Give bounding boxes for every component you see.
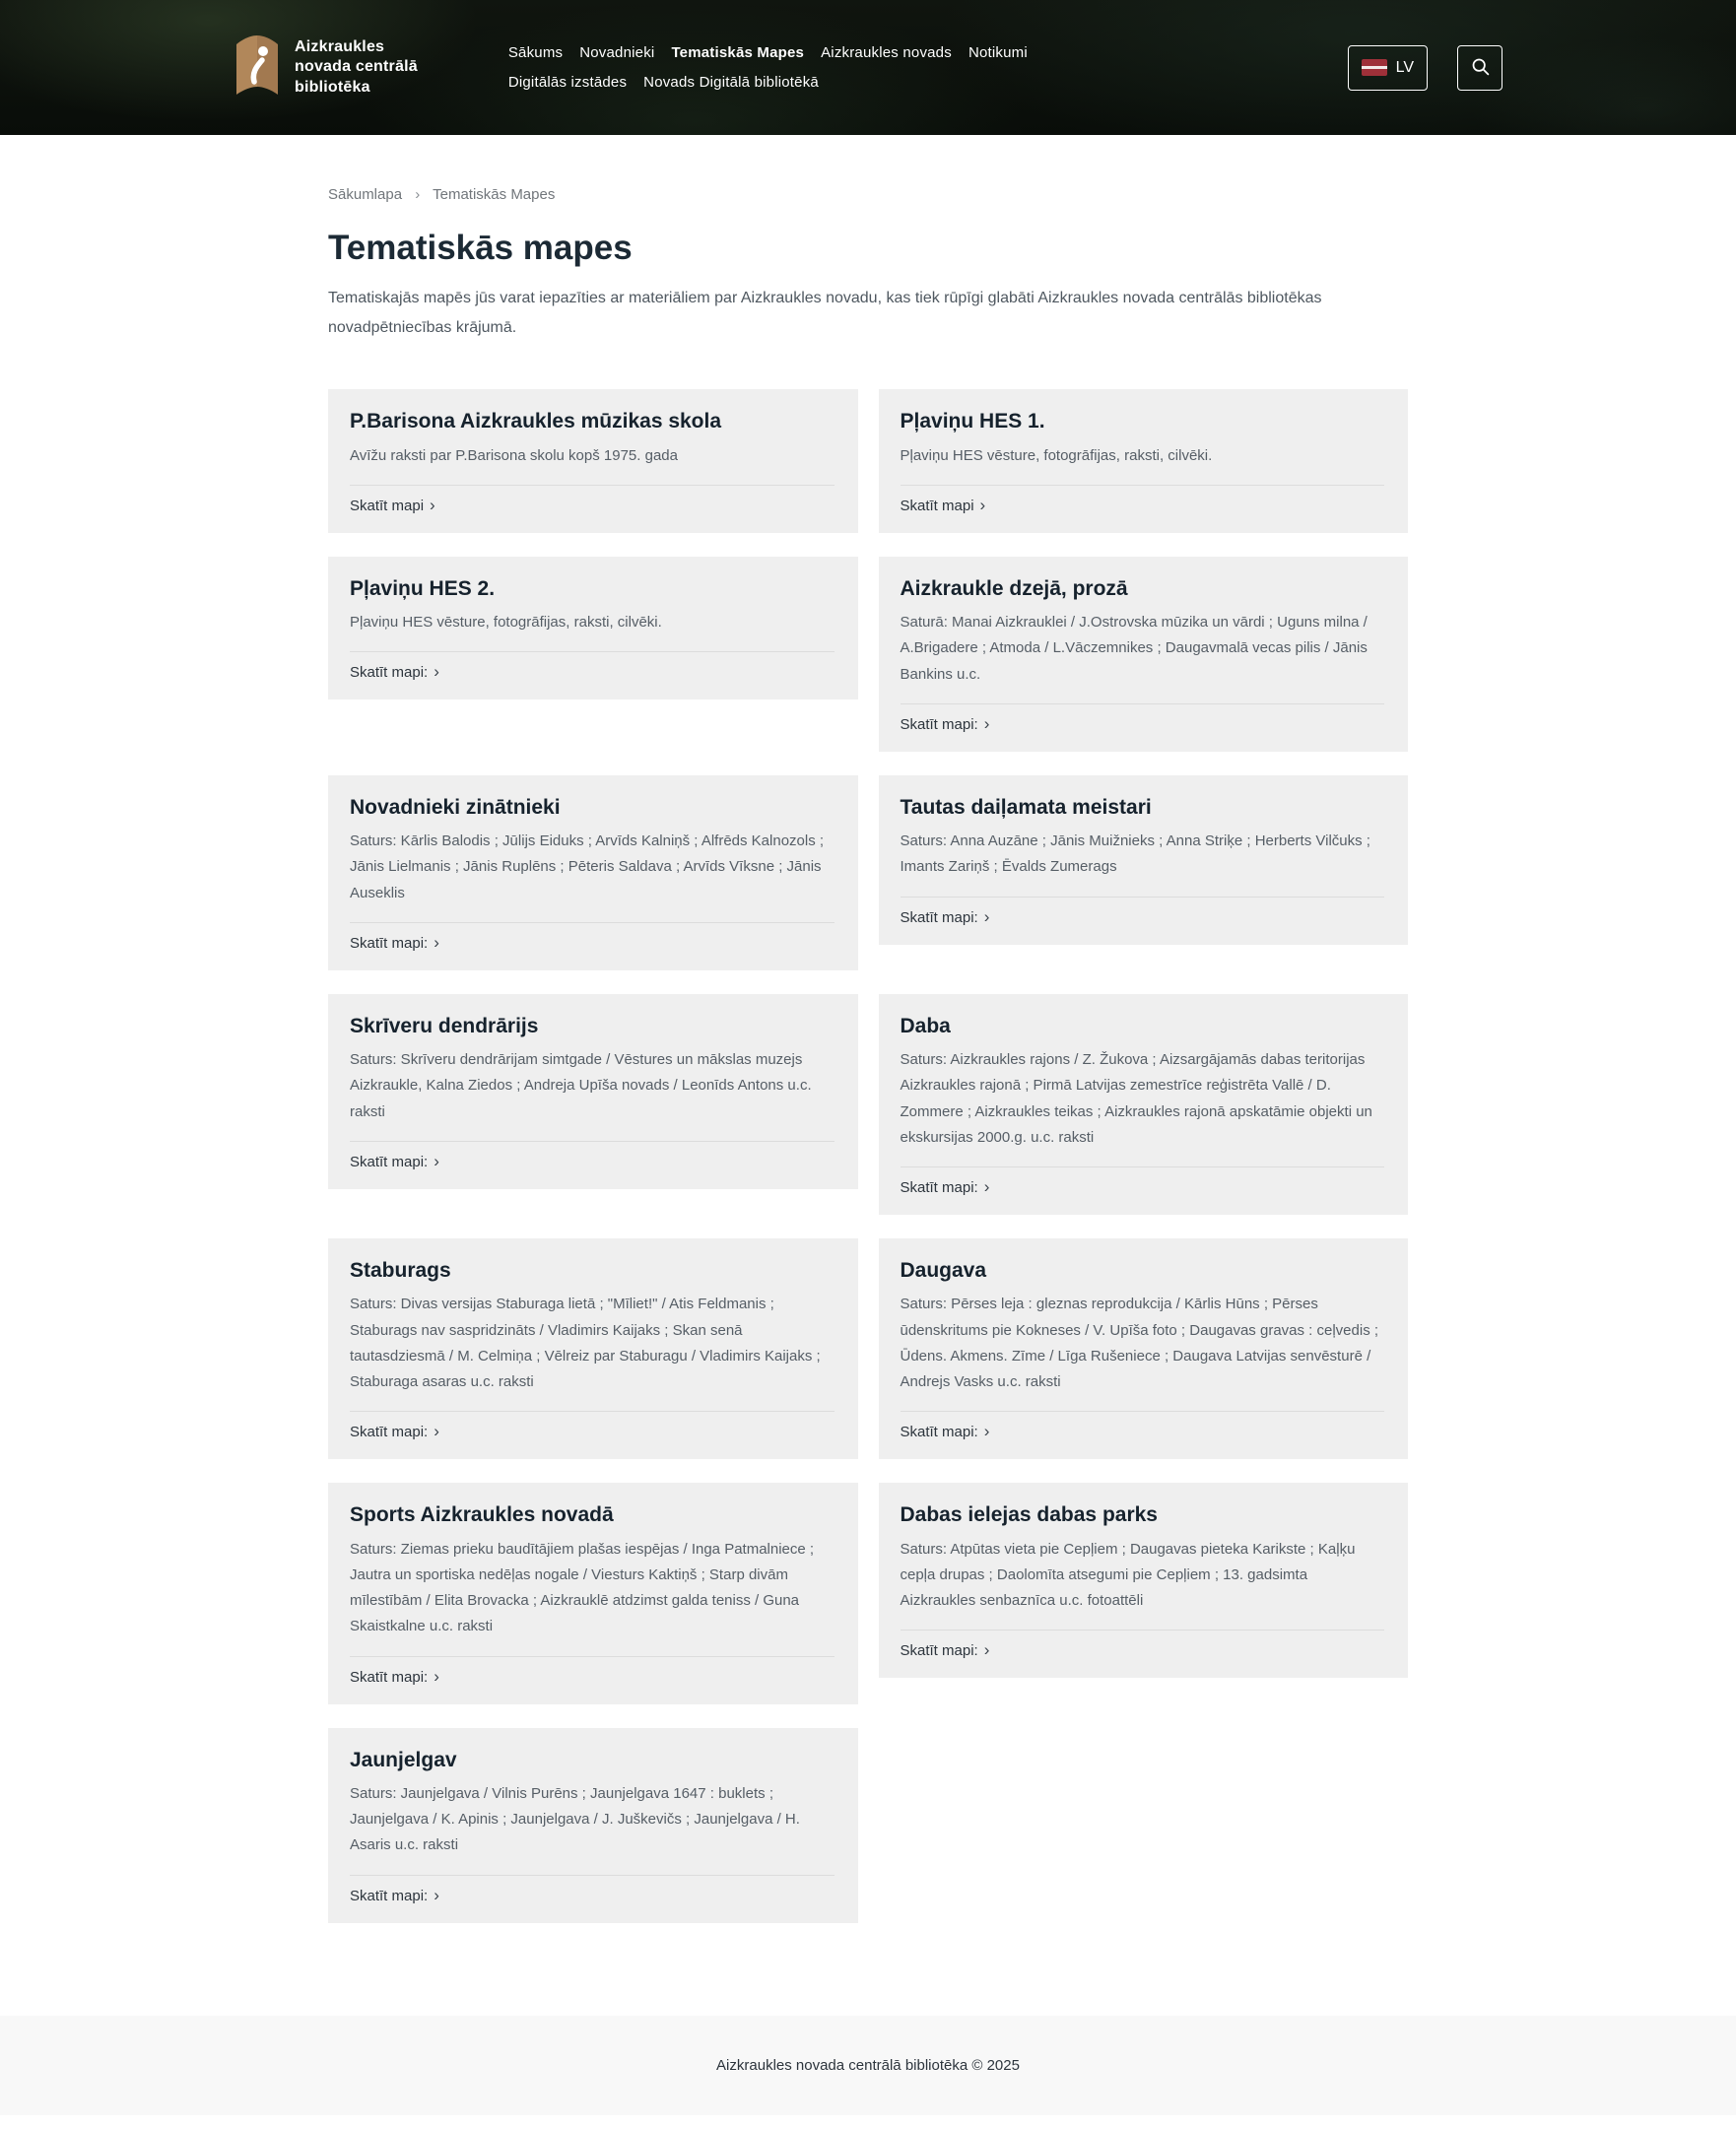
card-description: Saturs: Skrīveru dendrārijam simtgade / Vēstures un mākslas muzejs Aizkraukle, Kalna Ziedos ; Andreja Upīša novads / Leonīds Antons u.c. raksti	[350, 1051, 812, 1120]
topic-cards-grid	[328, 389, 1408, 1922]
chevron-right-icon: ›	[434, 1422, 439, 1441]
card-divider	[350, 651, 835, 652]
view-folder-link-label: Skatīt mapi:	[900, 1642, 978, 1660]
card-description: Avīžu raksti par P.Barisona skolu kopš 1975. gada	[350, 446, 678, 464]
card-description: Saturā: Manai Aizkrauklei / J.Ostrovska mūzika un vārdi ; Uguns milna / A.Brigadere ; Atmoda / L.Vāczemnikes ; Daugavmalā vecas pilis / Jānis Bankins u.c.	[900, 614, 1368, 683]
card-title: Sports Aizkraukles novadā	[350, 1503, 614, 1527]
page-intro: Tematiskajās mapēs jūs varat iepazīties ar materiāliem par Aizkraukles novadu, kas tiek rūpīgi glabāti Aizkraukles novada centrālās bibliotēkas novadpētniecības krājumā.	[328, 290, 1322, 336]
card-title: P.Barisona Aizkraukles mūzikas skola	[350, 410, 722, 433]
chevron-right-icon: ›	[430, 495, 435, 514]
breadcrumb-current: Tematiskās Mapes	[433, 186, 556, 203]
card-divider	[350, 1411, 835, 1412]
card-title: Staburags	[350, 1259, 451, 1283]
topic-card-daba	[879, 994, 1409, 1215]
card-title: Skrīveru dendrārijs	[350, 1014, 539, 1037]
site-footer	[0, 2016, 1736, 2115]
logo-wordmark	[295, 37, 418, 98]
header-controls	[1348, 45, 1502, 91]
topic-card-plavinu-hes-2	[328, 557, 858, 700]
view-folder-link-label: Skatīt mapi:	[900, 715, 978, 733]
chevron-right-icon: ›	[979, 495, 986, 514]
main-nav	[508, 44, 1028, 91]
main-content	[0, 186, 1736, 2016]
nav-item-sakums[interactable]: Sākums	[507, 44, 564, 61]
view-folder-link-label: Skatīt mapi:	[350, 934, 429, 952]
card-divider	[901, 1411, 1385, 1412]
view-folder-link-label: Skatīt mapi:	[350, 1887, 429, 1904]
nav-row-secondary	[508, 74, 1028, 91]
breadcrumb-separator: ›	[415, 186, 421, 203]
chevron-right-icon: ›	[434, 1151, 439, 1170]
logo-text-line1: Aizkraukles	[295, 37, 385, 55]
chevron-right-icon: ›	[434, 662, 439, 682]
view-folder-link-staburags[interactable]	[350, 1424, 439, 1440]
card-divider	[350, 922, 835, 923]
page-title: Tematiskās mapes	[328, 229, 633, 267]
card-title: Daugava	[900, 1259, 987, 1283]
view-folder-link-label: Skatīt mapi:	[350, 664, 429, 682]
card-description: Saturs: Ziemas prieku baudītājiem plašas iespējas / Inga Patmalniece ; Jautra un sportiska nedēļas nogale / Viesturs Kaktiņš ; Starp divām mīlestībām / Elita Brovacka ; Aizkrauklē atdzimst galda teniss / Guna Skaistkalne u.c. raksti	[350, 1540, 815, 1635]
card-divider	[901, 1166, 1385, 1167]
topic-card-daugava	[879, 1238, 1409, 1459]
site-logo[interactable]	[234, 33, 418, 102]
card-description: Pļaviņu HES vēsture, fotogrāfijas, raksti, cilvēki.	[900, 446, 1213, 464]
topic-card-dabas-ielejas-dabas-parks	[879, 1483, 1409, 1678]
card-description: Saturs: Aizkraukles rajons / Z. Žukova ; Aizsargājamās dabas teritorijas Aizkraukles rajonā ; Pirmā Latvijas zemestrīce reģistrēta Vallē / D. Zommere ; Aizkraukles teikas ; Aizkraukles rajonā apskatāmie objekti un ekskursijas 2000.g. u.c. raksti	[900, 1051, 1372, 1146]
card-description: Saturs: Anna Auzāne ; Jānis Muižnieks ; Anna Striķe ; Herberts Vilčuks ; Imants Zariņš ; Ēvalds Zumerags	[900, 832, 1370, 876]
site-header	[0, 0, 1736, 135]
logo-text-line3: bibliotēka	[295, 78, 370, 96]
view-folder-link-label: Skatīt mapi	[900, 497, 974, 514]
card-description: Saturs: Atpūtas vieta pie Cepļiem ; Daugavas pieteka Karikste ; Kaļķu cepļa drupas ; Daolomīta atsegumi pie Cepļiem ; 13. gadsimta Aizkraukles senbaznīca u.c. fotoattēli	[900, 1540, 1356, 1610]
card-description: Saturs: Divas versijas Staburaga lietā ; "Mīliet!" / Atis Feldmanis ; Staburags nav saspridzināts / Vladimirs Kaijaks ; Skan senā tautasdziesmā / M. Celmiņa ; Vēlreiz par Staburagu / Vladimirs Kaijaks ; Staburaga asaras u.c. raksti	[350, 1296, 821, 1391]
search-icon	[1470, 56, 1491, 80]
card-description: Pļaviņu HES vēsture, fotogrāfijas, raksti, cilvēki.	[350, 614, 662, 632]
nav-item-novadnieki[interactable]: Novadnieki	[579, 44, 655, 61]
view-folder-link-aizkraukle-dzeja-proza[interactable]	[900, 713, 990, 733]
nav-row-primary	[508, 44, 1028, 61]
chevron-right-icon: ›	[434, 1885, 439, 1904]
language-selector-button[interactable]	[1348, 45, 1428, 91]
breadcrumb-home-link[interactable]: Sākumlapa	[328, 186, 403, 203]
chevron-right-icon: ›	[983, 1422, 990, 1441]
card-divider	[901, 897, 1385, 898]
card-divider	[350, 1141, 835, 1142]
topic-card-novadnieki-zinatnieki	[328, 775, 858, 970]
nav-item-notikumi[interactable]: Notikumi	[968, 44, 1028, 61]
view-folder-link-label: Skatīt mapi:	[350, 1424, 429, 1441]
card-description: Saturs: Jaunjelgava / Vilnis Purēns ; Jaunjelgava 1647 : buklets ; Jaunjelgava / K. Apinis ; Jaunjelgava / J. Juškevičs ; Jaunjelgava / H. Asaris u.c. raksti	[350, 1784, 800, 1854]
view-folder-link-daba[interactable]	[901, 1179, 990, 1196]
topic-card-jaunjelgav	[328, 1728, 858, 1923]
card-title: Pļaviņu HES 2.	[350, 576, 496, 600]
view-folder-link-label: Skatīt mapi:	[350, 1668, 429, 1686]
view-folder-link-plavinu-hes-1[interactable]	[900, 495, 986, 514]
card-title: Pļaviņu HES 1.	[900, 410, 1045, 433]
chevron-right-icon: ›	[983, 1177, 990, 1197]
card-title: Dabas ielejas dabas parks	[900, 1503, 1158, 1527]
view-folder-link-barisona-muzikas-skola[interactable]	[350, 495, 435, 514]
card-divider	[350, 1875, 835, 1876]
view-folder-link-novadnieki-zinatnieki[interactable]	[350, 932, 439, 952]
view-folder-link-plavinu-hes-2[interactable]	[350, 664, 439, 681]
topic-card-staburags	[328, 1238, 858, 1459]
chevron-right-icon: ›	[983, 713, 990, 733]
nav-item-aizkraukles-novads[interactable]: Aizkraukles novads	[821, 44, 952, 61]
topic-card-barisona-muzikas-skola	[328, 389, 858, 533]
language-code-label: LV	[1395, 58, 1414, 76]
topic-card-tautas-dailamata-meistari	[879, 775, 1409, 945]
latvian-flag-icon	[1362, 59, 1387, 76]
chevron-right-icon: ›	[983, 1640, 990, 1660]
view-folder-link-label: Skatīt mapi:	[900, 1179, 978, 1197]
card-divider	[901, 485, 1385, 486]
view-folder-link-dabas-ielejas-dabas-parks[interactable]	[901, 1642, 990, 1659]
topic-card-skriveru-dendrarijs	[328, 994, 858, 1189]
logo-text-line2: novada centrālā	[295, 58, 418, 76]
card-title: Aizkraukle dzejā, prozā	[900, 576, 1128, 600]
card-description: Saturs: Pērses leja : gleznas reprodukcija / Kārlis Hūns ; Pērses ūdenskritums pie Kokneses / V. Upīša foto ; Daugavas gravas : ceļvedis ; Ūdens. Akmens. Zīme / Līga Rušeniece ; Daugava Latvijas senvēsturē / Andrejs Vasks u.c. raksti	[900, 1296, 1379, 1391]
card-title: Novadnieki zinātnieki	[350, 795, 561, 819]
view-folder-link-jaunjelgav[interactable]	[350, 1885, 439, 1904]
topic-card-plavinu-hes-1	[879, 389, 1409, 533]
chevron-right-icon: ›	[434, 932, 439, 952]
view-folder-link-label: Skatīt mapi:	[350, 1153, 429, 1170]
nav-item-tematiskas-mapes[interactable]: Tematiskās Mapes	[671, 44, 805, 61]
view-folder-link-label: Skatīt mapi:	[900, 908, 978, 926]
card-description: Saturs: Kārlis Balodis ; Jūlijs Eiduks ; Arvīds Kalniņš ; Alfrēds Kalnozols ; Jānis Lielmanis ; Jānis Ruplēns ; Pēteris Saldava ; Arvīds Vīksne ; Jānis Auseklis	[350, 832, 825, 901]
chevron-right-icon: ›	[434, 1666, 439, 1686]
nav-item-novads-digitala-biblioteka[interactable]: Novads Digitālā bibliotēkā	[643, 74, 819, 91]
card-title: Jaunjelgav	[350, 1748, 457, 1771]
view-folder-link-sports-aizkraukles-novada[interactable]	[350, 1666, 439, 1686]
open-book-logo-icon	[234, 33, 281, 102]
topic-card-sports-aizkraukles-novada	[328, 1483, 858, 1703]
card-divider	[350, 1656, 835, 1657]
chevron-right-icon: ›	[983, 906, 990, 926]
footer-text: Aizkraukles novada centrālā bibliotēka © 2025	[716, 2056, 1020, 2074]
view-folder-link-label: Skatīt mapi	[350, 497, 425, 514]
card-title: Daba	[900, 1014, 951, 1037]
search-button[interactable]	[1457, 45, 1502, 91]
view-folder-link-skriveru-dendrarijs[interactable]	[350, 1151, 439, 1170]
view-folder-link-daugava[interactable]	[901, 1424, 990, 1440]
topic-card-aizkraukle-dzeja-proza	[879, 557, 1409, 752]
card-divider	[901, 703, 1385, 704]
header-inner	[228, 0, 1508, 135]
view-folder-link-label: Skatīt mapi:	[900, 1424, 978, 1441]
view-folder-link-tautas-dailamata-meistari[interactable]	[900, 906, 990, 926]
breadcrumb	[328, 186, 1408, 203]
card-divider	[350, 485, 835, 486]
nav-item-digitalas-izstades[interactable]: Digitālās izstādes	[507, 74, 628, 91]
card-title: Tautas daiļamata meistari	[900, 795, 1152, 819]
card-divider	[901, 1630, 1385, 1631]
